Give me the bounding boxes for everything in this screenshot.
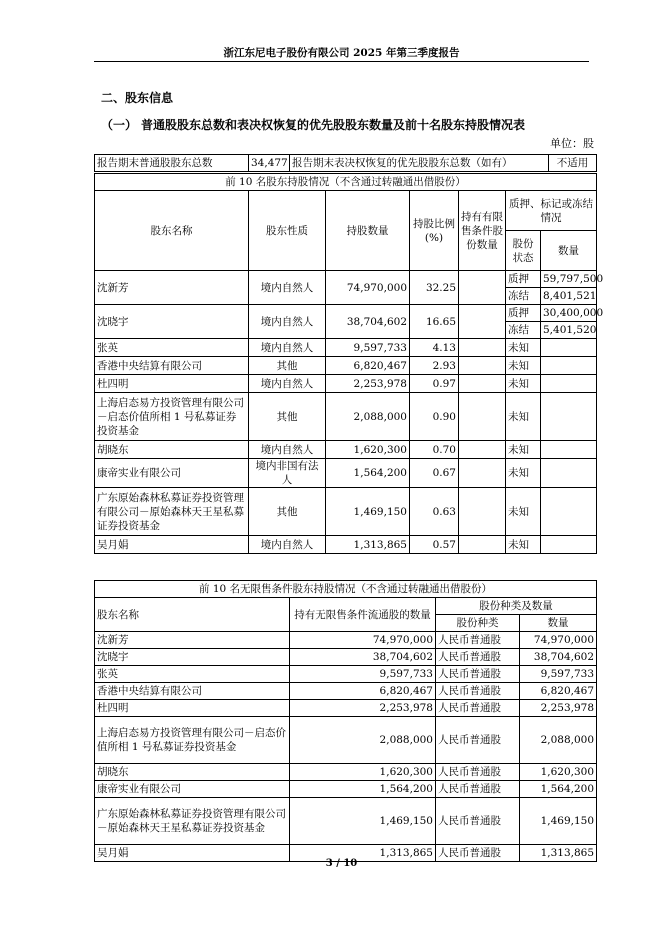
pledge-amount: 5,401,520 [541, 322, 597, 339]
u-share-amount: 1,620,300 [520, 764, 597, 781]
table-row [95, 488, 597, 536]
u-col-header-type-group: 股份种类及数量 [436, 598, 597, 615]
u-share-amount: 74,970,000 [520, 632, 597, 649]
table-row [95, 683, 597, 700]
pledge-status: 冻结 [506, 288, 541, 305]
u-shareholder-qty: 6,820,467 [290, 683, 436, 700]
shareholder-restricted [459, 271, 506, 305]
col-header-nature: 股东性质 [249, 191, 326, 271]
shareholder-qty: 2,253,978 [326, 375, 410, 393]
shareholder-nature: 境内自然人 [249, 375, 326, 393]
shareholder-name: 康帝实业有限公司 [95, 459, 249, 488]
document-header: 浙江东尼电子股份有限公司 2025 年第三季度报告 [223, 47, 460, 59]
shareholder-restricted [459, 488, 506, 536]
table-row [95, 717, 597, 764]
u-shareholder-name: 广东原始森林私募证券投资管理有限公司－原始森林天王星私募证券投资基金 [95, 798, 290, 845]
table-row [95, 649, 597, 666]
u-share-amount: 1,313,865 [520, 845, 597, 862]
shareholder-restricted [459, 375, 506, 393]
shareholder-restricted [459, 339, 506, 357]
shareholder-restricted [459, 393, 506, 441]
shareholder-name: 沈晓宇 [95, 305, 249, 339]
u-shareholder-qty: 74,970,000 [290, 632, 436, 649]
u-share-type: 人民币普通股 [436, 764, 520, 781]
pledge-status: 质押 [506, 271, 541, 288]
u-share-amount: 9,597,733 [520, 666, 597, 683]
shareholder-ratio: 0.57 [410, 536, 459, 554]
table-row [95, 305, 597, 322]
shareholder-summary-table [94, 154, 597, 172]
pledge-status: 未知 [506, 536, 541, 554]
unrestricted-caption: 前 10 名无限售条件股东持股情况（不含通过转融通出借股份） [95, 581, 597, 598]
pledge-status: 冻结 [506, 322, 541, 339]
top10-header-row [95, 191, 597, 231]
shareholder-restricted [459, 305, 506, 339]
u-shareholder-name: 上海启态易方投资管理有限公司－启态价值所相 1 号私募证券投资基金 [95, 717, 290, 764]
u-share-amount: 1,469,150 [520, 798, 597, 845]
shareholder-name: 张英 [95, 339, 249, 357]
u-shareholder-qty: 1,620,300 [290, 764, 436, 781]
u-shareholder-name: 沈晓宇 [95, 649, 290, 666]
shareholder-qty: 1,469,150 [326, 488, 410, 536]
top10-caption-row [95, 174, 597, 191]
col-header-name: 股东名称 [95, 191, 249, 271]
u-shareholder-name: 杜四明 [95, 700, 290, 717]
pledge-status: 未知 [506, 441, 541, 459]
u-col-header-qty: 持有无限售条件流通股的数量 [290, 598, 436, 632]
shareholder-name: 吴月娟 [95, 536, 249, 554]
pledge-status: 未知 [506, 339, 541, 357]
u-shareholder-name: 康帝实业有限公司 [95, 781, 290, 798]
u-shareholder-qty: 38,704,602 [290, 649, 436, 666]
pledge-status: 未知 [506, 488, 541, 536]
shareholder-qty: 1,620,300 [326, 441, 410, 459]
shareholder-name: 胡晓东 [95, 441, 249, 459]
u-shareholder-qty: 2,253,978 [290, 700, 436, 717]
u-shareholder-name: 胡晓东 [95, 764, 290, 781]
u-shareholder-name: 沈新芳 [95, 632, 290, 649]
subsection-number: （一） [101, 118, 138, 132]
shareholder-nature: 境内自然人 [249, 305, 326, 339]
table-row [95, 781, 597, 798]
top10-unrestricted-table [94, 580, 597, 862]
pledge-amount [541, 441, 597, 459]
u-share-type: 人民币普通股 [436, 700, 520, 717]
shareholder-qty: 38,704,602 [326, 305, 410, 339]
shareholder-restricted [459, 459, 506, 488]
u-shareholder-name: 香港中央结算有限公司 [95, 683, 290, 700]
shareholder-nature: 其他 [249, 393, 326, 441]
shareholder-nature: 境内自然人 [249, 441, 326, 459]
pledge-status: 未知 [506, 375, 541, 393]
shareholder-ratio: 4.13 [410, 339, 459, 357]
shareholder-qty: 1,313,865 [326, 536, 410, 554]
pledge-amount [541, 357, 597, 375]
subsection-text: 普通股股东总数和表决权恢复的优先股股东数量及前十名股东持股情况表 [141, 118, 526, 132]
shareholder-qty: 9,597,733 [326, 339, 410, 357]
pledge-amount [541, 339, 597, 357]
shareholder-qty: 74,970,000 [326, 271, 410, 305]
u-shareholder-qty: 1,313,865 [290, 845, 436, 862]
u-shareholder-name: 张英 [95, 666, 290, 683]
shareholder-ratio: 16.65 [410, 305, 459, 339]
shareholder-ratio: 0.70 [410, 441, 459, 459]
u-col-header-type: 股份种类 [436, 615, 520, 632]
u-shareholder-qty: 1,469,150 [290, 798, 436, 845]
u-share-amount: 1,564,200 [520, 781, 597, 798]
u-col-header-name: 股东名称 [95, 598, 290, 632]
u-share-type: 人民币普通股 [436, 845, 520, 862]
shareholder-qty: 6,820,467 [326, 357, 410, 375]
pref-holders-label: 报告期末表决权恢复的优先股股东总数（如有） [290, 155, 549, 172]
u-share-type: 人民币普通股 [436, 632, 520, 649]
u-shareholder-qty: 9,597,733 [290, 666, 436, 683]
u-share-type: 人民币普通股 [436, 683, 520, 700]
shareholder-nature: 境内自然人 [249, 536, 326, 554]
shareholder-ratio: 32.25 [410, 271, 459, 305]
section-title: 二、股东信息 [101, 91, 174, 105]
shareholder-ratio: 0.90 [410, 393, 459, 441]
col-header-qty: 持股数量 [326, 191, 410, 271]
summary-row [95, 155, 597, 172]
shareholder-nature: 其他 [249, 488, 326, 536]
common-holders-label: 报告期末普通股股东总数 [95, 155, 249, 172]
shareholder-name: 香港中央结算有限公司 [95, 357, 249, 375]
table-row [95, 393, 597, 441]
u-shareholder-qty: 2,088,000 [290, 717, 436, 764]
table-row [95, 271, 597, 288]
u-share-amount: 38,704,602 [520, 649, 597, 666]
common-holders-value: 34,477 [249, 155, 290, 172]
u-share-type: 人民币普通股 [436, 717, 520, 764]
u-share-type: 人民币普通股 [436, 798, 520, 845]
shareholder-nature: 境内自然人 [249, 339, 326, 357]
shareholder-name: 上海启态易方投资管理有限公司－启态价值所相 1 号私募证券投资基金 [95, 393, 249, 441]
pledge-amount [541, 393, 597, 441]
col-header-amount: 数量 [541, 231, 597, 271]
pledge-status: 未知 [506, 459, 541, 488]
pref-holders-value: 不适用 [549, 155, 597, 172]
col-header-pledge: 质押、标记或冻结情况 [506, 191, 597, 231]
shareholder-qty: 2,088,000 [326, 393, 410, 441]
subsection-title [101, 117, 525, 133]
pledge-amount [541, 375, 597, 393]
unrestricted-header-row [95, 598, 597, 615]
u-shareholder-qty: 1,564,200 [290, 781, 436, 798]
shareholder-ratio: 2.93 [410, 357, 459, 375]
pledge-amount [541, 536, 597, 554]
col-header-ratio: 持股比例(%) [410, 191, 459, 271]
pledge-status: 未知 [506, 357, 541, 375]
table-row [95, 764, 597, 781]
col-header-status: 股份状态 [506, 231, 541, 271]
u-share-amount: 6,820,467 [520, 683, 597, 700]
unrestricted-caption-row [95, 581, 597, 598]
u-share-type: 人民币普通股 [436, 781, 520, 798]
table-row [95, 700, 597, 717]
table-row [95, 441, 597, 459]
u-shareholder-name: 吴月娟 [95, 845, 290, 862]
u-share-amount: 2,253,978 [520, 700, 597, 717]
table-row [95, 536, 597, 554]
table-row [95, 632, 597, 649]
table-row [95, 375, 597, 393]
shareholder-name: 沈新芳 [95, 271, 249, 305]
shareholder-restricted [459, 441, 506, 459]
table-row [95, 798, 597, 845]
shareholder-qty: 1,564,200 [326, 459, 410, 488]
pledge-amount: 30,400,000 [541, 305, 597, 322]
col-header-restricted: 持有有限售条件股份数量 [459, 191, 506, 271]
top10-caption: 前 10 名股东持股情况（不含通过转融通出借股份） [95, 174, 597, 191]
shareholder-ratio: 0.63 [410, 488, 459, 536]
shareholder-name: 杜四明 [95, 375, 249, 393]
shareholder-restricted [459, 357, 506, 375]
u-share-type: 人民币普通股 [436, 666, 520, 683]
shareholder-nature: 境内非国有法人 [249, 459, 326, 488]
table-row [95, 339, 597, 357]
shareholder-ratio: 0.97 [410, 375, 459, 393]
pledge-status: 未知 [506, 393, 541, 441]
u-share-type: 人民币普通股 [436, 649, 520, 666]
table-row [95, 357, 597, 375]
shareholder-ratio: 0.67 [410, 459, 459, 488]
table-row [95, 666, 597, 683]
unit-label: 单位：股 [550, 137, 594, 150]
header-rule [94, 61, 589, 62]
pledge-amount: 59,797,500 [541, 271, 597, 288]
top10-shareholders-table [94, 173, 604, 554]
u-col-header-amount: 数量 [520, 615, 597, 632]
pledge-amount: 8,401,521 [541, 288, 597, 305]
pledge-amount [541, 459, 597, 488]
pledge-status: 质押 [506, 305, 541, 322]
shareholder-name: 广东原始森林私募证券投资管理有限公司－原始森林天王星私募证券投资基金 [95, 488, 249, 536]
table-row [95, 459, 597, 488]
page-number: 3 / 10 [325, 858, 358, 869]
shareholder-nature: 境内自然人 [249, 271, 326, 305]
pledge-amount [541, 488, 597, 536]
shareholder-restricted [459, 536, 506, 554]
shareholder-nature: 其他 [249, 357, 326, 375]
u-share-amount: 2,088,000 [520, 717, 597, 764]
